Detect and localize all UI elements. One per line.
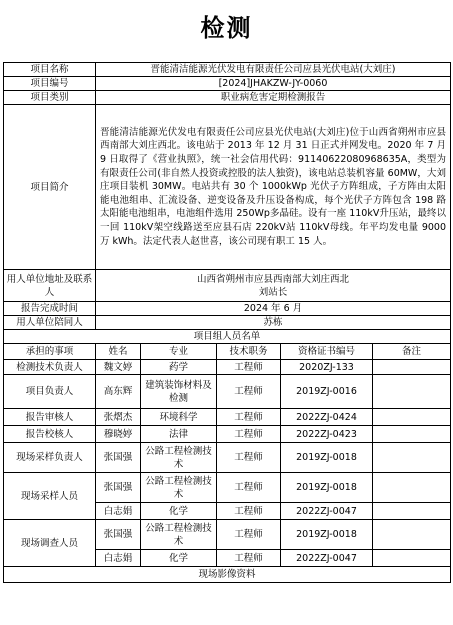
cert-cell: 2019ZJ-0018 — [281, 520, 373, 550]
address-text: 山西省朔州市应县西南部大刘庄西北 — [196, 273, 349, 285]
project-name-value: 晋能清洁能源光伏发电有限责任公司应县光伏电站(大刘庄) — [96, 63, 451, 77]
header-note: 备注 — [373, 344, 451, 360]
photo-section-row — [4, 567, 451, 583]
name-cell: 张熠杰 — [96, 409, 141, 426]
header-name: 姓名 — [96, 344, 141, 360]
name-cell: 高东辉 — [96, 375, 141, 409]
major-cell: 法律 — [141, 426, 217, 443]
table-row — [4, 473, 451, 503]
note-cell — [373, 473, 451, 503]
note-cell — [373, 360, 451, 375]
address-row — [4, 270, 451, 302]
name-cell: 张国强 — [96, 443, 141, 473]
table-row — [4, 443, 451, 473]
role-cell: 现场采样负责人 — [4, 443, 96, 473]
major-cell: 公路工程检测技术 — [141, 443, 217, 473]
project-category-value: 职业病危害定期检测报告 — [96, 91, 451, 105]
name-cell: 张国强 — [96, 473, 141, 503]
major-cell: 化学 — [141, 550, 217, 567]
name-cell: 白志娟 — [96, 503, 141, 520]
major-cell: 建筑装饰材料及检测 — [141, 375, 217, 409]
project-number-value: [2024]JHAKZW-JY-0060 — [96, 77, 451, 91]
cert-cell: 2019ZJ-0018 — [281, 443, 373, 473]
title-cell: 工程师 — [217, 443, 281, 473]
note-cell — [373, 443, 451, 473]
team-header-row — [4, 344, 451, 360]
note-cell — [373, 550, 451, 567]
major-cell: 公路工程检测技术 — [141, 473, 217, 503]
title-cell: 工程师 — [217, 473, 281, 503]
project-name-row — [4, 63, 451, 77]
cert-cell: 2020ZJ-133 — [281, 360, 373, 375]
table-row — [4, 360, 451, 375]
major-cell: 环境科学 — [141, 409, 217, 426]
report-date-row — [4, 302, 451, 316]
header-cert: 资格证书编号 — [281, 344, 373, 360]
header-major: 专业 — [141, 344, 217, 360]
role-cell: 现场调查人员 — [4, 520, 96, 567]
role-cell: 报告校核人 — [4, 426, 96, 443]
major-cell: 公路工程检测技术 — [141, 520, 217, 550]
project-info-table — [3, 62, 451, 583]
role-cell: 检测技术负责人 — [4, 360, 96, 375]
table-row — [4, 520, 451, 550]
title-cell: 工程师 — [217, 550, 281, 567]
escort-row — [4, 316, 451, 330]
project-intro-row — [4, 105, 451, 270]
role-cell: 项目负责人 — [4, 375, 96, 409]
contact-name: 刘站长 — [258, 286, 288, 298]
name-cell: 魏文婷 — [96, 360, 141, 375]
table-row — [4, 426, 451, 443]
major-cell: 化学 — [141, 503, 217, 520]
cert-cell: 2019ZJ-0018 — [281, 473, 373, 503]
name-cell: 穆晓婷 — [96, 426, 141, 443]
team-section-title: 项目组人员名单 — [4, 330, 451, 344]
project-category-row — [4, 91, 451, 105]
escort-value: 苏栋 — [96, 316, 451, 330]
note-cell — [373, 409, 451, 426]
title-cell: 工程师 — [217, 360, 281, 375]
header-title: 技术职务 — [217, 344, 281, 360]
project-name-label: 项目名称 — [4, 63, 96, 77]
role-cell: 现场采样人员 — [4, 473, 96, 520]
name-cell: 张国强 — [96, 520, 141, 550]
name-cell: 白志娟 — [96, 550, 141, 567]
address-label: 用人单位地址及联系人 — [4, 270, 96, 302]
cert-cell: 2022ZJ-0047 — [281, 550, 373, 567]
report-date-value: 2024 年 6 月 — [96, 302, 451, 316]
title-cell: 工程师 — [217, 520, 281, 550]
note-cell — [373, 503, 451, 520]
project-intro-label: 项目简介 — [4, 105, 96, 270]
note-cell — [373, 520, 451, 550]
project-category-label: 项目类别 — [4, 91, 96, 105]
note-cell — [373, 426, 451, 443]
report-date-label: 报告完成时间 — [4, 302, 96, 316]
title-cell: 工程师 — [217, 409, 281, 426]
document-title: 检测 — [200, 14, 253, 42]
address-value — [96, 270, 451, 302]
project-number-label: 项目编号 — [4, 77, 96, 91]
title-cell: 工程师 — [217, 375, 281, 409]
team-section-row — [4, 330, 451, 344]
table-row — [4, 409, 451, 426]
cert-cell: 2019ZJ-0016 — [281, 375, 373, 409]
project-number-row — [4, 77, 451, 91]
escort-label: 用人单位陪同人 — [4, 316, 96, 330]
header-role: 承担的事项 — [4, 344, 96, 360]
note-cell — [373, 375, 451, 409]
cert-cell: 2022ZJ-0423 — [281, 426, 373, 443]
cert-cell: 2022ZJ-0424 — [281, 409, 373, 426]
role-cell: 报告审核人 — [4, 409, 96, 426]
table-row — [4, 375, 451, 409]
major-cell: 药学 — [141, 360, 217, 375]
title-cell: 工程师 — [217, 426, 281, 443]
photo-section-title: 现场影像资料 — [4, 567, 451, 583]
title-cell: 工程师 — [217, 503, 281, 520]
project-intro-value: 晋能清洁能源光伏发电有限责任公司应县光伏电站(大刘庄)位于山西省朔州市应县西南部大刘庄西北。该电站于 2013 年 12 月 31 日正式并网发电。2020 年 7 月 9 日取得了《营业执照》，统一社会信用代码：91140622080968635A，类型为有限责任公司(非自然人投资或控股的法人独资)，该电站总装机容量 60MW，大刘庄项目装机 30MW。电站共有 30 个 1000kWp 光伏子方阵组成，子方阵由太阳能电池组串、汇流设备、逆变设备及升压设备构成，每个光伏子方阵包含 198 路太阳能电池组串，电池组件选用 250Wp多晶硅。设有一座 110kV升压站，最终以一回 110kV架空线路送至应县石店 220kV站 110kV母线。年平均发电量 9000 万 kWh。法定代表人赵世喜，该公司现有职工 15 人。 — [96, 105, 451, 270]
cert-cell: 2022ZJ-0047 — [281, 503, 373, 520]
